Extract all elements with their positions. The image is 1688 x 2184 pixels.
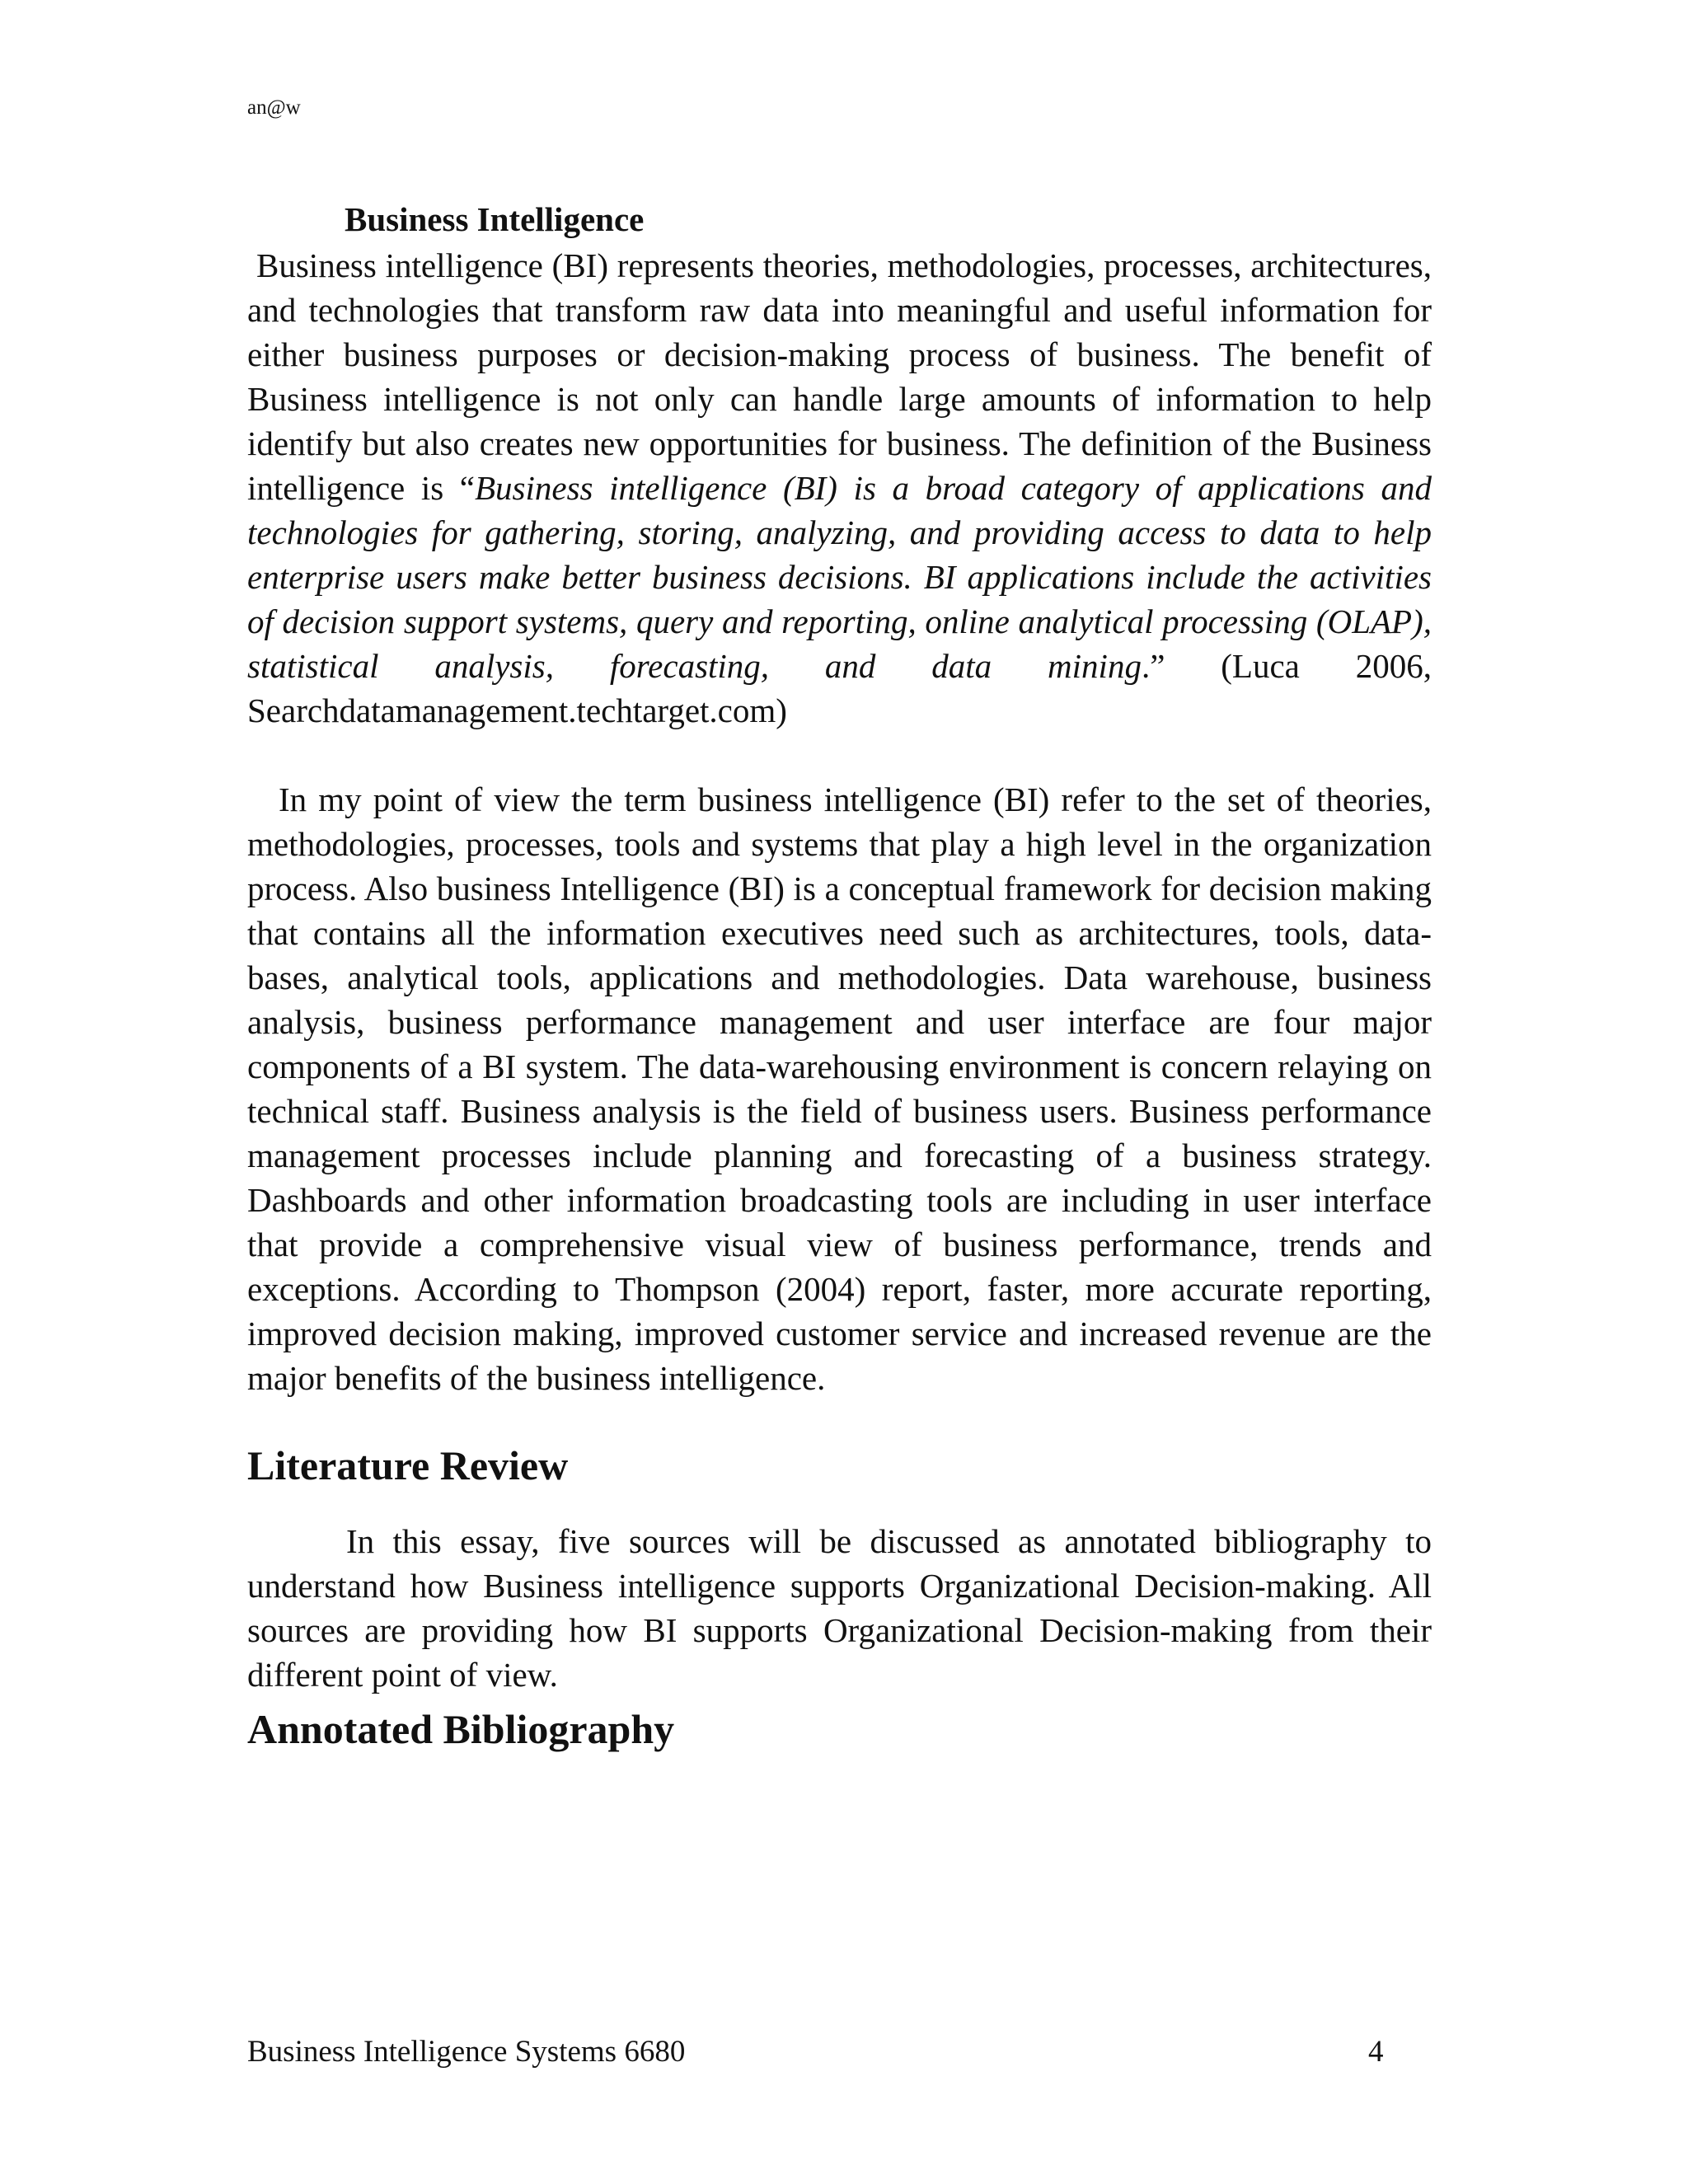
definition-quote: Business intelligence (BI) is a broad category of applications and technologies for gathering, storing, analyzing, and providing access to data to help enterprise users make better business decisions. BI applications include the activities of decision support systems, query and reporting, online analytical processing (OLAP), statistical analysis, forecasting, and data mining (247, 469, 1432, 686)
intro-paragraph (247, 243, 1432, 733)
footer-page-number: 4 (1368, 2035, 1384, 2069)
section-title: Business Intelligence (345, 200, 645, 238)
citation-text: .” (Luca 2006, Searchdatamanagement.techtarget.com) (247, 647, 1432, 730)
annotated-bibliography-heading: Annotated Bibliography (247, 1706, 675, 1753)
literature-review-paragraph: In this essay, five sources will be discussed as annotated bibliography to understand how Business intelligence supports Organizational Decision-making. All sources are providing how BI supports Organizational Decision-making from their different point of view. (247, 1522, 1432, 1694)
document-body (247, 196, 1432, 1758)
intro-text: Business intelligence (BI) represents theories, methodologies, processes, architectures, and technologies that transform raw data into meaningful and useful information for either business purposes or decision-making process of business. The benefit of Business intelligence is not only can handle large amounts of information to help identify but also creates new opportunities for business. The definition of the Business intelligence is “ (247, 246, 1432, 508)
page-header: an@w (247, 96, 301, 119)
literature-review-heading: Literature Review (247, 1442, 569, 1489)
opinion-paragraph: In my point of view the term business intelligence (BI) refer to the set of theories, methodologies, processes, tools and systems that play a high level in the organization process. Also business Intelligence (BI) is a conceptual framework for decision making that contains all the information executives need such as architectures, tools, data-bases, analytical tools, applications and methodologies. Data warehouse, business analysis, business performance management and user interface are four major components of a BI system. The data-warehousing environment is concern relaying on technical staff. Business analysis is the field of business users. Business performance management processes include planning and forecasting of a business strategy. Dashboards and other information broadcasting tools are including in user interface that provide a comprehensive visual view of business performance, trends and exceptions. According to Thompson (2004) report, faster, more accurate reporting, improved decision making, improved customer service and increased revenue are the major benefits of the business intelligence. (247, 780, 1432, 1398)
footer-course-title: Business Intelligence Systems 6680 (247, 2035, 686, 2069)
